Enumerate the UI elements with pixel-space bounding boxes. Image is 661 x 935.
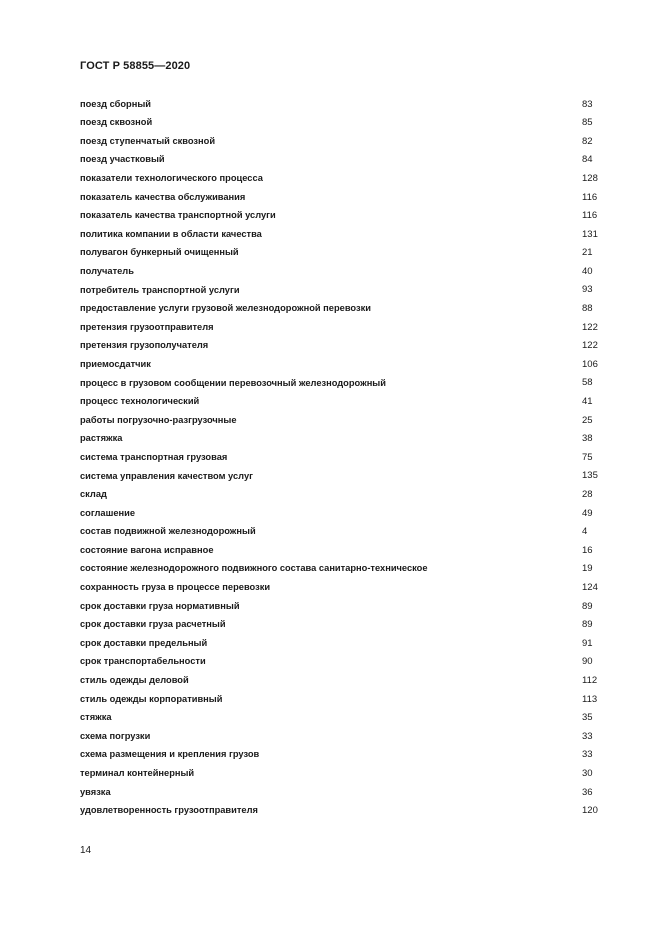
index-page-number: 112 [582, 674, 598, 686]
index-entry [80, 244, 600, 263]
index-page-number: 91 [582, 637, 593, 649]
index-entry [80, 430, 600, 449]
index-term: срок доставки груза нормативный [80, 600, 240, 611]
index-entry [80, 300, 600, 319]
index-entry [80, 169, 600, 188]
index-term: склад [80, 489, 107, 500]
index-page-number: 90 [582, 656, 593, 668]
index-page-number: 84 [582, 154, 593, 166]
index-entry [80, 523, 600, 542]
index-term: состав подвижной железнодорожный [80, 526, 256, 537]
index-entry [80, 578, 600, 597]
index-entry [80, 188, 600, 207]
index-term: полувагон бункерный очищенный [80, 247, 239, 258]
index-page-number: 36 [582, 786, 593, 798]
index-term: поезд ступенчатый сквозной [80, 135, 216, 146]
document-title: ГОСТ Р 58855—2020 [80, 60, 191, 72]
index-term: поезд сквозной [80, 117, 153, 128]
index-term: процесс в грузовом сообщении перевозочный железнодорожный [80, 377, 386, 388]
index-entry [80, 132, 600, 151]
index-page-number: 83 [582, 98, 593, 110]
index-entry [80, 764, 600, 783]
index-entry [80, 151, 600, 170]
index-page-number: 85 [582, 117, 593, 129]
index-term: удовлетворенность грузоотправителя [80, 805, 258, 816]
index-page-number: 33 [582, 749, 593, 761]
index-page-number: 88 [582, 303, 593, 315]
index-page-number: 93 [582, 284, 593, 296]
index-term: показатель качества транспортной услуги [80, 210, 276, 221]
index-page-number: 35 [582, 712, 593, 724]
index-term: состояние вагона исправное [80, 544, 214, 555]
index-entry [80, 634, 600, 653]
index-page-number: 41 [582, 396, 593, 408]
index-page-number: 40 [582, 265, 593, 277]
index-term: соглашение [80, 507, 135, 518]
term-index-list [80, 95, 600, 820]
index-entry [80, 95, 600, 114]
index-entry [80, 560, 600, 579]
index-page-number: 28 [582, 489, 593, 501]
index-page-number: 16 [582, 544, 593, 556]
index-entry [80, 616, 600, 635]
index-term: получатель [80, 265, 134, 276]
index-term: потребитель транспортной услуги [80, 284, 240, 295]
index-term: схема погрузки [80, 730, 151, 741]
index-term: срок доставки предельный [80, 637, 208, 648]
index-page-number: 122 [582, 340, 598, 352]
index-page-number: 106 [582, 358, 598, 370]
index-entry [80, 393, 600, 412]
index-entry [80, 374, 600, 393]
index-entry [80, 448, 600, 467]
index-term: срок доставки груза расчетный [80, 619, 226, 630]
index-term: увязка [80, 786, 111, 797]
index-page-number: 58 [582, 377, 593, 389]
index-page-number: 38 [582, 433, 593, 445]
index-term: приемосдатчик [80, 358, 151, 369]
index-page-number: 19 [582, 563, 593, 575]
index-page-number: 116 [582, 210, 598, 222]
index-term: стиль одежды деловой [80, 675, 189, 686]
index-page-number: 128 [582, 172, 598, 184]
index-entry [80, 504, 600, 523]
index-page-number: 82 [582, 135, 593, 147]
index-entry [80, 671, 600, 690]
index-entry [80, 541, 600, 560]
index-entry [80, 653, 600, 672]
index-page-number: 30 [582, 767, 593, 779]
index-page-number: 120 [582, 805, 598, 817]
index-entry [80, 709, 600, 728]
index-page-number: 89 [582, 600, 593, 612]
index-entry [80, 727, 600, 746]
index-term: сохранность груза в процессе перевозки [80, 582, 271, 593]
index-entry [80, 746, 600, 765]
index-entry [80, 802, 600, 821]
index-term: политика компании в области качества [80, 228, 262, 239]
index-term: показатели технологического процесса [80, 173, 263, 184]
index-term: стяжка [80, 712, 112, 723]
index-page-number: 131 [582, 228, 598, 240]
index-page-number: 89 [582, 619, 593, 631]
index-page-number: 116 [582, 191, 598, 203]
index-term: поезд сборный [80, 98, 151, 109]
index-term: процесс технологический [80, 396, 200, 407]
index-page-number: 49 [582, 507, 593, 519]
index-term: претензия грузополучателя [80, 340, 209, 351]
index-term: работы погрузочно-разгрузочные [80, 414, 237, 425]
index-entry [80, 337, 600, 356]
index-page-number: 75 [582, 451, 593, 463]
index-term: растяжка [80, 433, 123, 444]
index-page-number: 124 [582, 581, 598, 593]
index-page-number: 135 [582, 470, 598, 482]
index-entry [80, 485, 600, 504]
page-number: 14 [80, 845, 92, 856]
index-entry [80, 318, 600, 337]
index-term: система транспортная грузовая [80, 451, 228, 462]
index-page-number: 21 [582, 247, 593, 259]
index-term: претензия грузоотправителя [80, 321, 214, 332]
index-term: схема размещения и крепления грузов [80, 749, 260, 760]
index-page-number: 25 [582, 414, 593, 426]
index-entry [80, 467, 600, 486]
index-page-number: 122 [582, 321, 598, 333]
index-term: система управления качеством услуг [80, 470, 253, 481]
index-page-number: 113 [582, 693, 598, 705]
index-entry [80, 597, 600, 616]
index-term: срок транспортабельности [80, 656, 206, 667]
index-entry [80, 783, 600, 802]
index-entry [80, 262, 600, 281]
index-term: терминал контейнерный [80, 768, 195, 779]
index-page-number: 4 [582, 526, 588, 538]
index-page-number: 33 [582, 730, 593, 742]
index-term: поезд участковый [80, 154, 165, 165]
index-term: стиль одежды корпоративный [80, 693, 223, 704]
index-entry [80, 281, 600, 300]
index-entry [80, 225, 600, 244]
index-entry [80, 114, 600, 133]
index-term: состояние железнодорожного подвижного состава санитарно-техническое [80, 563, 428, 574]
index-term: предоставление услуги грузовой железнодорожной перевозки [80, 303, 371, 314]
index-term: показатель качества обслуживания [80, 191, 246, 202]
index-entry [80, 207, 600, 226]
index-entry [80, 411, 600, 430]
index-entry [80, 355, 600, 374]
index-entry [80, 690, 600, 709]
